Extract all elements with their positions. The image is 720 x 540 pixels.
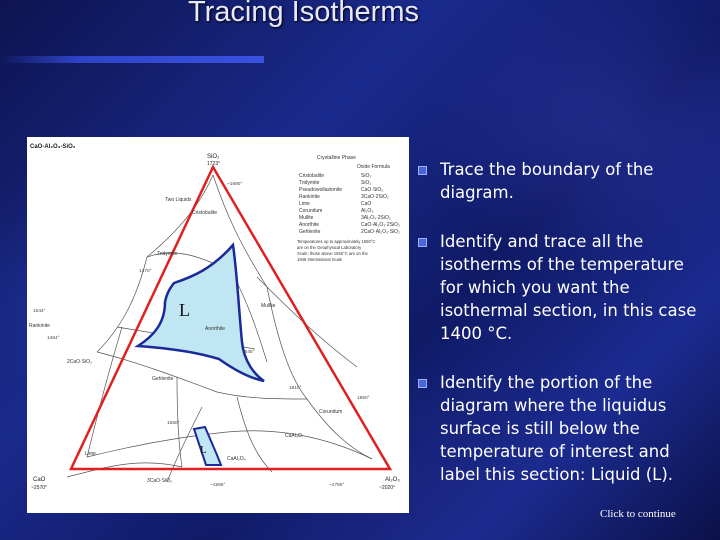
- field-label-mullite: Mullite: [261, 303, 276, 309]
- legend-row-9-formula: 2CaO·Al₂O₃·SiO₂: [361, 229, 400, 235]
- legend-row-6-formula: Al₂O₃: [361, 208, 374, 214]
- bullet-text: Trace the boundary of the diagram.: [440, 160, 654, 202]
- temperature-scale-note: Temperatures up to approximately 1550°C are on the Geophysical Laboratory Scale; those above 1550°C are on the 1948 International Scale: [297, 239, 376, 262]
- temp-label-5: 1545°: [242, 350, 255, 355]
- continue-link[interactable]: Click to continue: [600, 508, 676, 520]
- liquid-region-small: [194, 427, 221, 465]
- legend-header-phase: Crystalline Phase: [317, 155, 356, 161]
- field-label-cristobalite: Cristobalite: [192, 210, 218, 216]
- field-label-gehlenite: Gehlenite: [152, 376, 174, 382]
- legend-row-7-formula: 3Al₂O₃·2SiO₂: [361, 215, 391, 221]
- apex-sio2-label: SiO₂: [207, 154, 220, 160]
- temp-label-1: ~1690°: [227, 182, 243, 187]
- legend-row-1-formula: SiO₂: [361, 173, 372, 179]
- legend-row-6-phase: Corundum: [299, 208, 323, 214]
- legend-row-4-formula: 3CaO·2SiO₂: [361, 194, 389, 200]
- bullet-item: [418, 158, 710, 204]
- bullet-item: [418, 230, 710, 345]
- temp-label-4: 1464°: [47, 336, 60, 341]
- bullet-list: [418, 158, 710, 512]
- legend-header-formula: Oxide Formula: [357, 164, 390, 170]
- temp-label-9: ~1595°: [210, 483, 226, 488]
- field-label-rankinite: Rankinite: [29, 323, 50, 329]
- legend-table: [299, 155, 400, 235]
- liquid-region-large: [138, 245, 264, 381]
- field-label-2cao-sio2: 2CaO·SiO₂: [67, 359, 93, 365]
- field-label-two-liquids: Two Liquids: [165, 197, 192, 203]
- bullet-item: [418, 371, 710, 486]
- legend-row-5-phase: Lime: [299, 201, 310, 207]
- legend-row-1-phase: Cristobalite: [299, 173, 325, 179]
- legend-row-3-phase: Pseudowollastonite: [299, 187, 343, 193]
- field-label-tridymite: Tridymite: [157, 251, 178, 257]
- field-label-corundum: Corundum: [319, 409, 343, 415]
- temp-label-7: 1550°: [167, 421, 180, 426]
- phase-diagram-image: [27, 137, 409, 513]
- legend-row-2-phase: Tridymite: [299, 180, 320, 186]
- temp-label-2: 1470°: [139, 269, 152, 274]
- title-underline: [0, 56, 264, 63]
- legend-row-3-formula: CaO·SiO₂: [361, 187, 384, 193]
- bullet-text: Identify and trace all the isotherms of the temperature for which you want the isothermal section, in this case 1400 °C.: [440, 232, 697, 343]
- legend-row-4-phase: Rankinite: [299, 194, 320, 200]
- square-bullet-icon: [418, 166, 427, 175]
- liquid-label-large: L: [179, 300, 190, 320]
- legend-row-7-phase: Mullite: [299, 215, 314, 221]
- legend-row-5-formula: CaO: [361, 201, 372, 207]
- square-bullet-icon: [418, 379, 427, 388]
- legend-row-8-formula: CaO·Al₂O₃·2SiO₂: [361, 222, 400, 228]
- field-label-lime: Lime: [85, 451, 96, 457]
- corner-al2o3-temp: ~2020°: [379, 485, 396, 491]
- slide-title: Tracing Isotherms: [188, 0, 419, 28]
- legend-row-2-formula: SiO₂: [361, 180, 372, 186]
- legend-row-8-phase: Anorthite: [299, 222, 320, 228]
- square-bullet-icon: [418, 238, 427, 247]
- field-label-caal2o4: CaAl₂O₄: [227, 456, 246, 462]
- liquid-label-small: L: [200, 444, 207, 456]
- temp-label-3: 1544°: [33, 309, 46, 314]
- temp-label-10: ~1750°: [329, 483, 345, 488]
- corner-cao-temp: ~2570°: [31, 485, 48, 491]
- legend-row-9-phase: Gehlenite: [299, 229, 321, 235]
- bullet-text: Identify the portion of the diagram where the liquidus surface is still below the temperature of interest and label this section: Liquid (L).: [440, 373, 674, 484]
- system-label: CaO-Al₂O₃-SiO₂: [30, 144, 76, 150]
- temp-label-8: 1850°: [357, 396, 370, 401]
- apex-sio2-temp: 1723°: [207, 161, 221, 167]
- temp-label-6: 1810°: [289, 386, 302, 391]
- corner-cao-label: CaO: [33, 477, 46, 483]
- field-label-3cao-sio2: 3CaO·SiO₂: [147, 478, 173, 484]
- field-label-caal4o7: CaAl₄O₇: [285, 433, 304, 439]
- field-label-anorthite: Anorthite: [205, 326, 226, 332]
- corner-al2o3-label: Al₂O₃: [385, 477, 400, 483]
